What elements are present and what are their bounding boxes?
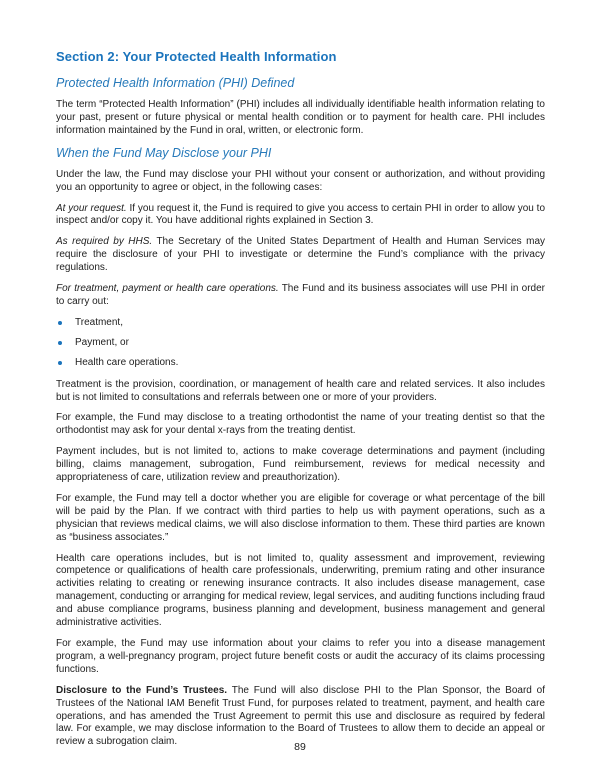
paragraph-body-treatment-payment-operations: The Fund and its business associates will use PHI in order to carry out: bbox=[56, 283, 545, 307]
list-item-payment bbox=[56, 337, 545, 350]
paragraph-disclosure-to-trustees bbox=[56, 685, 545, 750]
list-item-treatment bbox=[56, 317, 545, 330]
bullet-icon bbox=[58, 341, 62, 345]
list-item-label: Treatment, bbox=[75, 316, 123, 328]
paragraph-lead-treatment-payment-operations: For treatment, payment or health care operations. bbox=[56, 283, 279, 295]
paragraph-health-care-operations-definition: Health care operations includes, but is not limited to, quality assessment and improvement, reviewing competence or qualifications of health care professionals, underwriting, premium rating and other insurance activities relating to creating or renewing insurance contracts. It also includes disease management, case management, conducting or arranging for medical review, legal services, and auditing functions including fraud and abuse compliance programs, business planning and development, business management and general administrative activities. bbox=[56, 552, 545, 629]
paragraph-example-orthodontist: For example, the Fund may disclose to a treating orthodontist the name of your treating dentist so that the orthodontist may ask for your dental x-rays from the treating dentist. bbox=[56, 412, 545, 437]
phi-use-bullet-list bbox=[56, 317, 545, 370]
list-item-label: Payment, or bbox=[75, 336, 129, 348]
bullet-icon bbox=[58, 361, 62, 365]
paragraph-body-as-required-by-hhs: The Secretary of the United States Department of Health and Human Services may require the disclosure of your PHI to investigate or determine the Fund’s compliance with the privacy regulations. bbox=[56, 236, 546, 274]
paragraph-at-your-request bbox=[56, 203, 545, 229]
section-heading: Section 2: Your Protected Health Information bbox=[56, 49, 337, 64]
paragraph-example-claims: For example, the Fund may use information about your claims to refer you into a disease management program, a well-pregnancy program, project future benefit costs or audit the accuracy of its claims processing functions. bbox=[56, 638, 545, 675]
paragraph-example-doctor: For example, the Fund may tell a doctor whether you are eligible for coverage or what percentage of the bill will be paid by the Plan. If we contract with third parties to help us with payment operations, such as a physician that reviews medical claims, we will also disclose information to them. These third parties are known as “business associates.” bbox=[56, 492, 545, 543]
subheading-phi-defined: Protected Health Information (PHI) Defined bbox=[56, 76, 295, 90]
paragraph-payment-definition: Payment includes, but is not limited to, actions to make coverage determinations and payment (including billing, claims management, subrogation, Fund reimbursement, reviews for medical necessity and appropriateness of care, utilization review and preauthorization). bbox=[56, 446, 545, 484]
list-item-label: Health care operations. bbox=[75, 356, 179, 368]
paragraph-under-the-law: Under the law, the Fund may disclose your PHI without your consent or authorization, and without providing you an opportunity to agree or object, in the following cases: bbox=[56, 168, 545, 193]
subheading-when-fund-may-disclose: When the Fund May Disclose your PHI bbox=[56, 145, 272, 160]
page-number: 89 bbox=[294, 741, 306, 753]
paragraph-lead-disclosure-to-trustees: Disclosure to the Fund’s Trustees. bbox=[56, 684, 228, 696]
paragraph-lead-at-your-request: At your request. bbox=[56, 202, 127, 214]
paragraph-as-required-by-hhs bbox=[56, 236, 545, 275]
paragraph-body-disclosure-to-trustees: The Fund will also disclose PHI to the Plan Sponsor, the Board of Trustees of the National IAM Benefit Trust Fund, for purposes related to treatment, payment, and health care operations, and has amended the Trust Agreement to permit this use and disclosure as required by federal law. For example, we may disclose information to the Board of Trustees to allow them to decide an appeal or review a subrogation claim. bbox=[56, 684, 546, 748]
list-item-health-care-operations bbox=[56, 357, 545, 370]
paragraph-treatment-definition: Treatment is the provision, coordination, or management of health care and related services. It also includes but is not limited to consultations and referrals between one or more of your providers. bbox=[56, 378, 545, 403]
paragraph-treatment-payment-operations bbox=[56, 283, 545, 309]
paragraph-lead-as-required-by-hhs: As required by HHS. bbox=[56, 236, 153, 248]
bullet-icon bbox=[58, 321, 62, 325]
paragraph-body-at-your-request: If you request it, the Fund is required to give you access to certain PHI in order to allow you to inspect and/or copy it. You have additional rights explained in Section 3. bbox=[56, 202, 546, 227]
paragraph-phi-defined: The term “Protected Health Information” (PHI) includes all individually identifiable health information relating to your past, present or future physical or mental health condition or to payment for health care. PHI includes information maintained by the Fund in oral, written, or electronic form. bbox=[56, 99, 545, 136]
